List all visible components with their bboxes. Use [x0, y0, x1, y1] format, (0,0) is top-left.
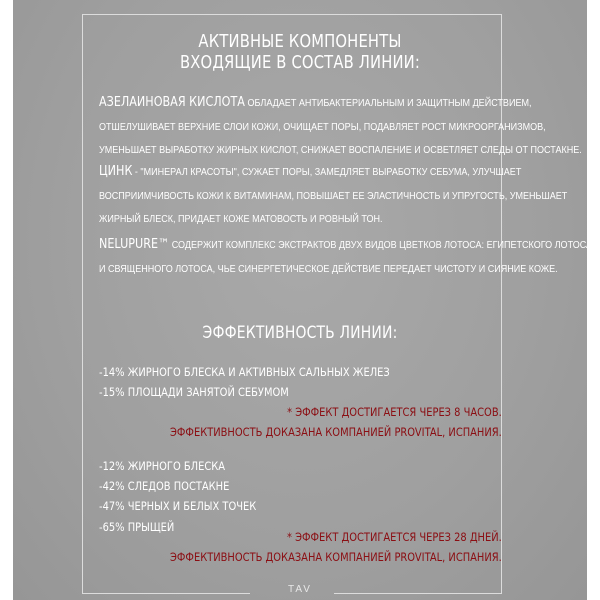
list-item: -47% ЧЕРНЫХ И БЕЛЫХ ТОЧЕК — [99, 499, 257, 514]
efficiency-title: ЭФФЕКТИВНОСТЬ ЛИНИИ: — [202, 323, 398, 343]
list-item: -65% ПРЫЩЕЙ — [99, 519, 175, 534]
list-item: -12% ЖИРНОГО БЛЕСКА — [99, 459, 226, 473]
component-text: И СВЯЩЕННОГО ЛОТОСА, ЧЬЕ СИНЕРГЕТИЧЕСКОЕ ДЕЙСТВИЕ ПЕРЕДАЕТ ЧИСТОТУ И СИЯНИЕ КОЖЕ. — [99, 262, 558, 275]
note-time: * ЭФФЕКТ ДОСТИГАЕТСЯ ЧЕРЕЗ 28 ДНЕЙ. — [287, 530, 502, 544]
frame-divider-right — [334, 593, 502, 594]
component-azelaic-acid — [99, 91, 582, 163]
heading-line-1: АКТИВНЫЕ КОМПОНЕНТЫ — [198, 31, 402, 52]
component-name: ЦИНК — [99, 164, 133, 179]
component-text: - "МИНЕРАЛ КРАСОТЫ", СУЖАЕТ ПОРЫ, ЗАМЕДЛЯЕТ ВЫРАБОТКУ СЕБУМА, УЛУЧШАЕТ — [134, 166, 522, 178]
component-text: УМЕНЬШАЕТ ВЫРАБОТКУ ЖИРНЫХ КИСЛОТ, СНИЖАЕТ ВОСПАЛЕНИЕ И ОСВЕТЛЯЕТ СЛЕДЫ ОТ ПОСТАКНЕ. — [99, 144, 582, 156]
brand-logo: TAV — [288, 584, 312, 595]
component-text: ОТШЕЛУШИВАЕТ ВЕРХНИЕ СЛОИ КОЖИ, ОЧИЩАЕТ ПОРЫ, ПОДАВЛЯЕТ РОСТ МИКРООРГАНИЗМОВ, — [99, 120, 546, 133]
list-item: -14% ЖИРНОГО БЛЕСКА И АКТИВНЫХ САЛЬНЫХ ЖЕЛЕЗ — [99, 365, 390, 379]
heading-line-2: ВХОДЯЩИЕ В СОСТАВ ЛИНИИ: — [179, 52, 421, 73]
component-name: АЗЕЛАИНОВАЯ КИСЛОТА — [99, 95, 245, 110]
list-item: -15% ПЛОЩАДИ ЗАНЯТОЙ СЕБУМОМ — [99, 385, 289, 400]
frame-divider-left — [82, 593, 250, 594]
component-name: NELUPURE™ — [99, 237, 170, 252]
component-text: СОДЕРЖИТ КОМПЛЕКС ЭКСТРАКТОВ ДВУХ ВИДОВ ЦВЕТКОВ ЛОТОСА: ЕГИПЕТСКОГО ЛОТОСА — [171, 239, 593, 251]
component-text: ЖИРНЫЙ БЛЕСК, ПРИДАЕТ КОЖЕ МАТОВОСТЬ И РОВНЫЙ ТОН. — [99, 213, 383, 225]
component-text: ОБЛАДАЕТ АНТИБАКТЕРИАЛЬНЫМ И ЗАЩИТНЫМ ДЕЙСТВИЕМ, — [247, 97, 532, 109]
list-item: -42% СЛЕДОВ ПОСТАКНЕ — [99, 479, 230, 494]
efficiency-note-1 — [116, 402, 502, 442]
efficiency-note-2 — [116, 527, 502, 567]
component-zinc — [99, 160, 568, 232]
efficiency-list-2 — [99, 456, 282, 537]
component-nelupure — [99, 233, 593, 281]
efficiency-list-1 — [99, 362, 437, 402]
note-time: * ЭФФЕКТ ДОСТИГАЕТСЯ ЧЕРЕЗ 8 ЧАСОВ. — [287, 405, 502, 419]
note-proof: ЭФФЕКТИВНОСТЬ ДОКАЗАНА КОМПАНИЕЙ PROVITAL, ИСПАНИЯ. — [170, 425, 502, 439]
component-text: ВОСПРИИМЧИВОСТЬ КОЖИ К ВИТАМИНАМ, ПОВЫШАЕТ ЕЕ ЭЛАСТИЧНОСТЬ И УПРУГОСТЬ, УМЕНЬШАЕТ — [99, 189, 568, 202]
note-proof: ЭФФЕКТИВНОСТЬ ДОКАЗАНА КОМПАНИЕЙ PROVITAL, ИСПАНИЯ. — [170, 550, 502, 564]
